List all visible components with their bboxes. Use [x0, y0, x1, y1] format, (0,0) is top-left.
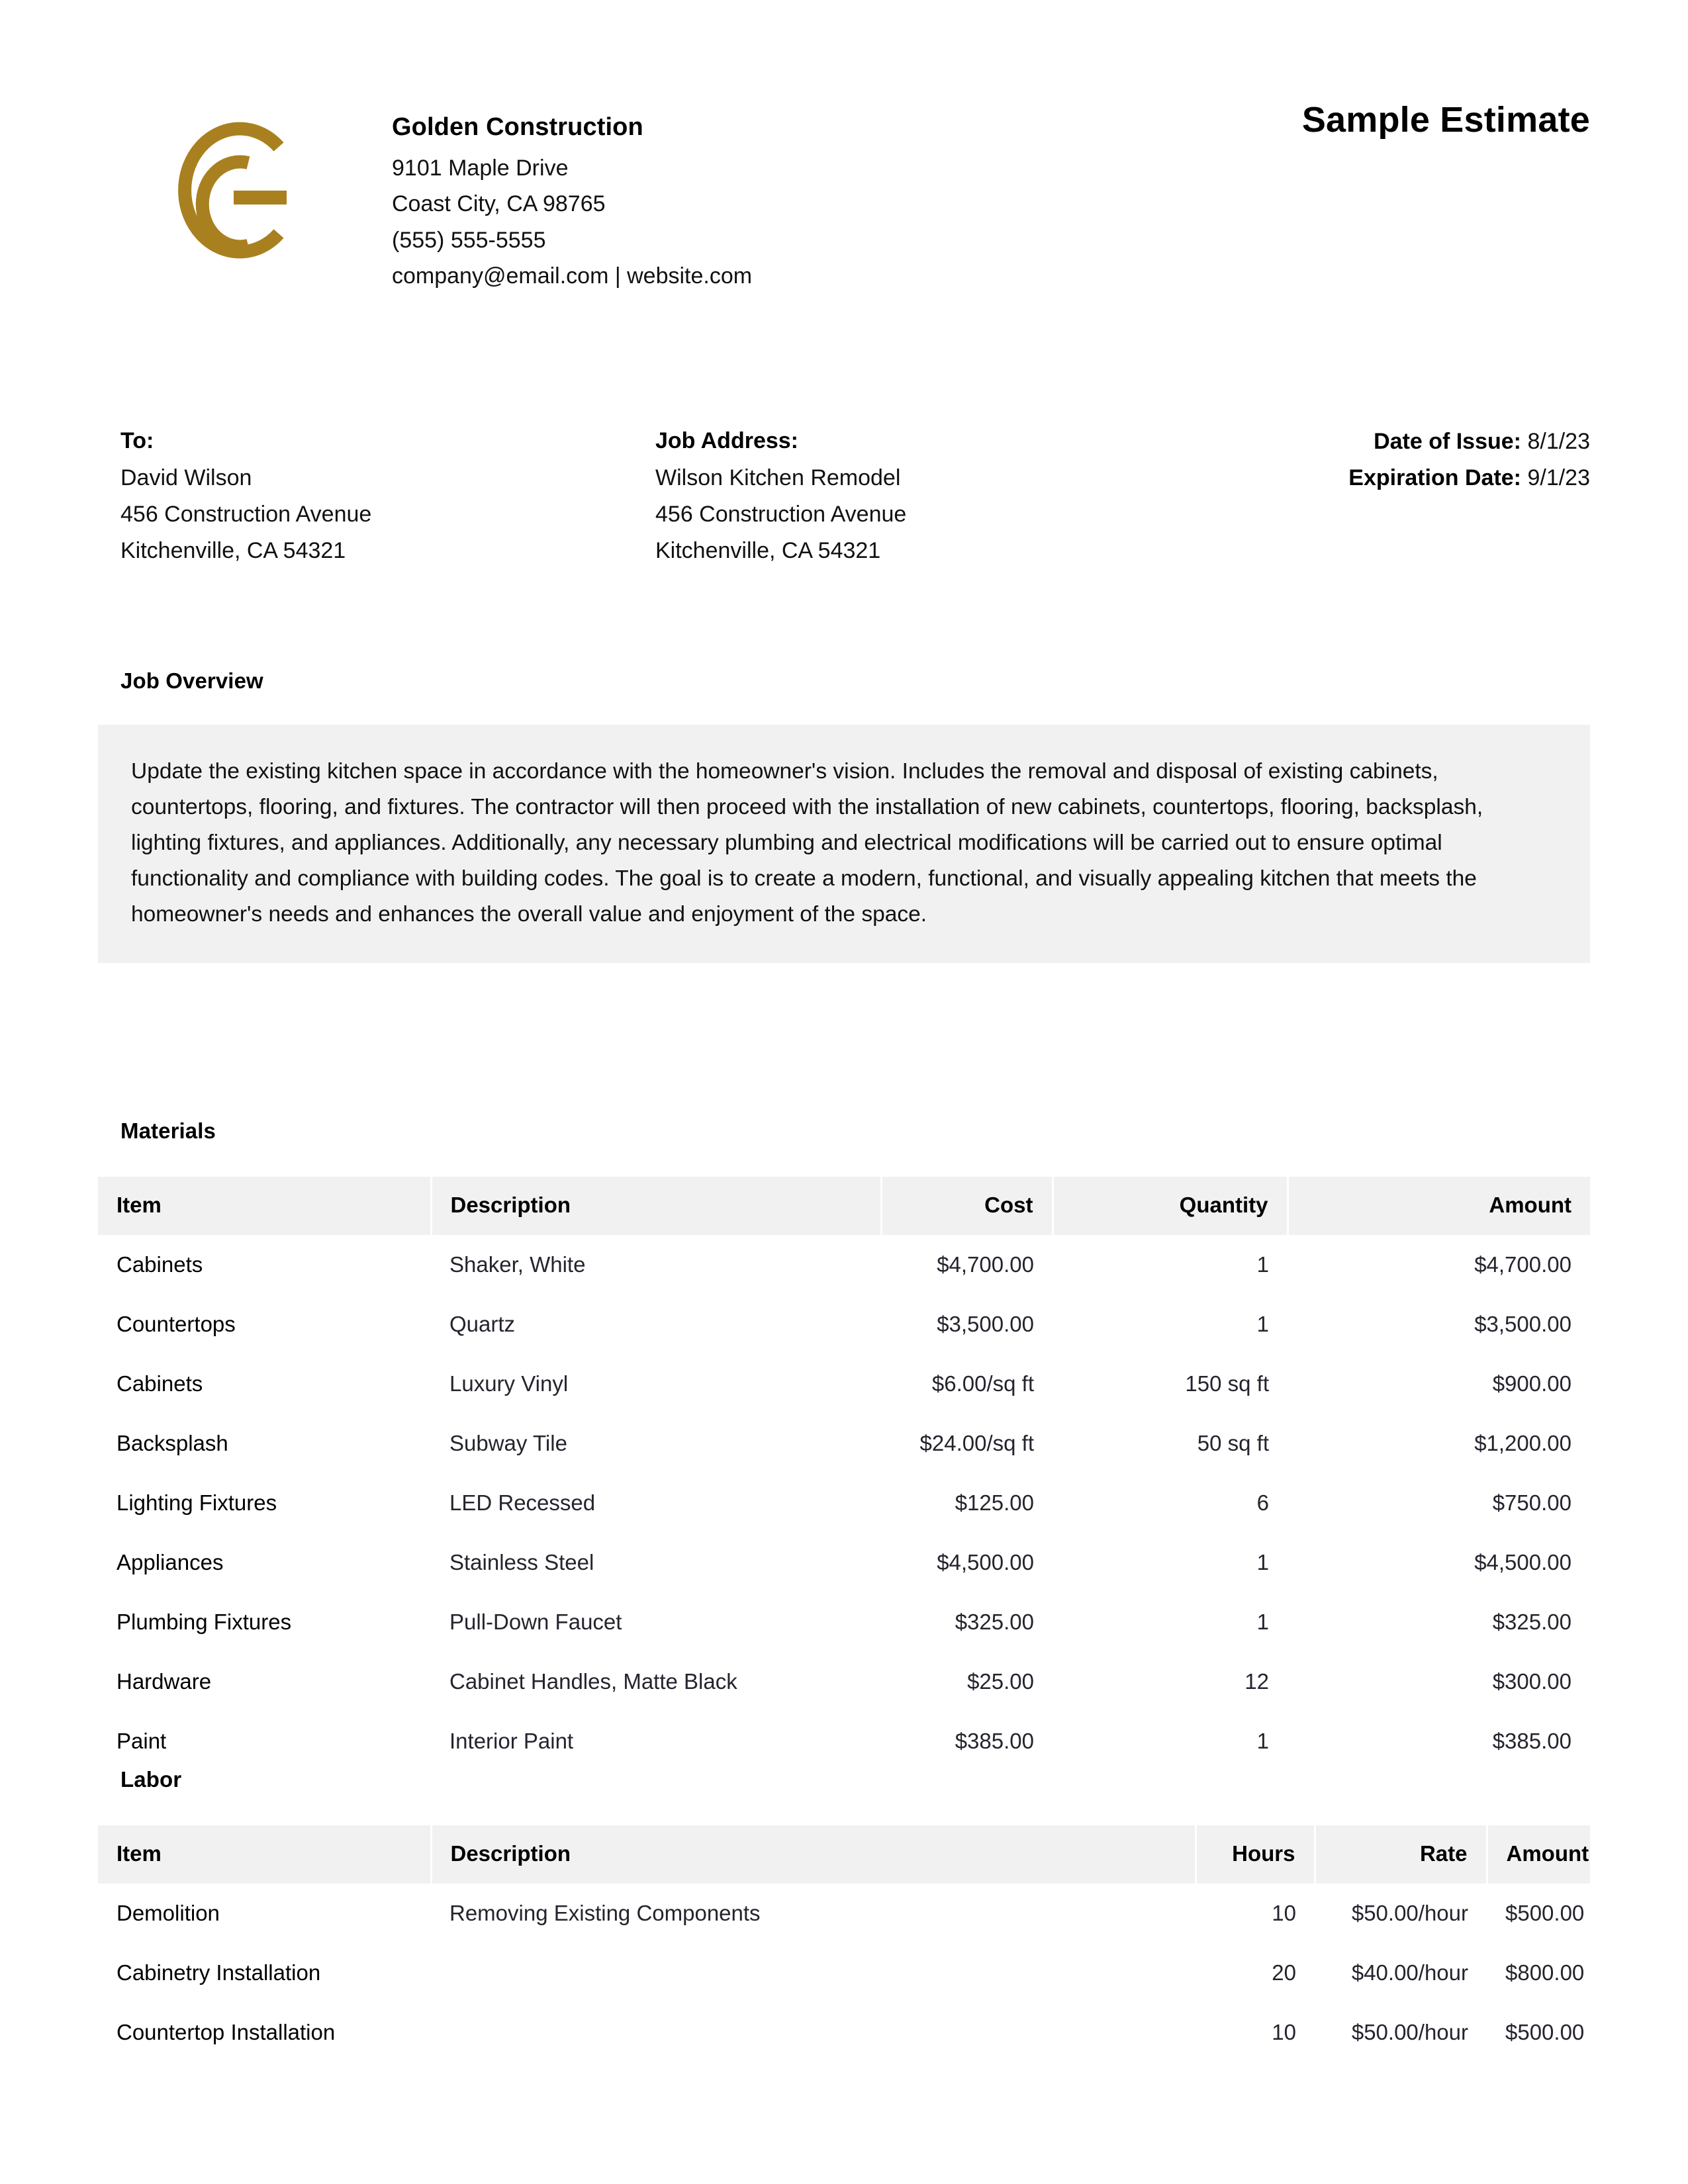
company-address-line2: Coast City, CA 98765 — [392, 191, 606, 217]
job-overview-box — [98, 725, 1590, 963]
labor-col-description: Description — [431, 1825, 1196, 1884]
page-title: Sample Estimate — [1301, 100, 1590, 140]
expiration-date — [994, 460, 1590, 496]
table-row — [98, 1652, 1590, 1711]
materials-cell-amount: $300.00 — [1288, 1652, 1590, 1711]
materials-cell-description: Stainless Steel — [431, 1533, 881, 1592]
materials-cell-cost: $125.00 — [881, 1473, 1053, 1533]
table-row — [98, 1592, 1590, 1652]
company-phone: (555) 555-5555 — [392, 227, 546, 253]
materials-cell-item: Hardware — [98, 1652, 431, 1711]
job-overview-heading: Job Overview — [120, 668, 263, 693]
labor-cell-rate: $50.00/hour — [1315, 2003, 1487, 2062]
materials-cell-amount: $385.00 — [1288, 1711, 1590, 1771]
materials-cell-amount: $900.00 — [1288, 1354, 1590, 1414]
bill-to-block — [120, 424, 624, 569]
labor-cell-amount: $500.00 — [1487, 2003, 1590, 2062]
materials-cell-quantity: 1 — [1053, 1533, 1288, 1592]
labor-cell-hours: 10 — [1196, 2003, 1315, 2062]
expiration-date-value: 9/1/23 — [1527, 465, 1590, 491]
materials-cell-quantity: 1 — [1053, 1295, 1288, 1354]
labor-cell-item: Demolition — [98, 1884, 431, 1943]
labor-cell-rate: $50.00/hour — [1315, 1884, 1487, 1943]
materials-cell-item: Plumbing Fixtures — [98, 1592, 431, 1652]
company-contact: company@email.com | website.com — [392, 263, 753, 289]
bill-to-name: David Wilson — [120, 465, 252, 490]
table-row — [98, 1884, 1590, 1943]
materials-cell-quantity: 150 sq ft — [1053, 1354, 1288, 1414]
materials-heading: Materials — [120, 1118, 216, 1143]
materials-col-item: Item — [98, 1177, 431, 1235]
materials-col-description: Description — [431, 1177, 881, 1235]
materials-cell-amount: $4,700.00 — [1288, 1235, 1590, 1295]
labor-cell-amount: $500.00 — [1487, 1884, 1590, 1943]
materials-cell-quantity: 12 — [1053, 1652, 1288, 1711]
table-row — [98, 1533, 1590, 1592]
expiration-date-label: Expiration Date: — [1348, 465, 1522, 491]
labor-col-rate: Rate — [1315, 1825, 1487, 1884]
materials-cell-description: Shaker, White — [431, 1235, 881, 1295]
materials-table-body — [98, 1235, 1590, 1771]
materials-cell-amount: $1,200.00 — [1288, 1414, 1590, 1473]
company-info — [392, 113, 988, 294]
materials-col-amount: Amount — [1288, 1177, 1590, 1235]
table-row — [98, 1943, 1590, 2003]
materials-cell-cost: $325.00 — [881, 1592, 1053, 1652]
materials-cell-cost: $4,700.00 — [881, 1235, 1053, 1295]
materials-cell-amount: $750.00 — [1288, 1473, 1590, 1533]
materials-cell-item: Cabinets — [98, 1235, 431, 1295]
materials-cell-cost: $24.00/sq ft — [881, 1414, 1053, 1473]
job-address-street: 456 Construction Avenue — [655, 501, 907, 527]
company-name: Golden Construction — [392, 113, 643, 141]
materials-cell-item: Countertops — [98, 1295, 431, 1354]
date-of-issue-label: Date of Issue: — [1374, 429, 1522, 454]
document-header — [0, 86, 1688, 304]
labor-table — [98, 1825, 1590, 2062]
labor-header-row — [98, 1825, 1590, 1884]
materials-cell-description: Interior Paint — [431, 1711, 881, 1771]
labor-col-item: Item — [98, 1825, 431, 1884]
materials-cell-amount: $4,500.00 — [1288, 1533, 1590, 1592]
labor-cell-hours: 20 — [1196, 1943, 1315, 2003]
labor-col-amount: Amount — [1487, 1825, 1590, 1884]
materials-cell-description: Cabinet Handles, Matte Black — [431, 1652, 881, 1711]
bill-to-street: 456 Construction Avenue — [120, 501, 372, 527]
materials-cell-item: Paint — [98, 1711, 431, 1771]
materials-cell-cost: $385.00 — [881, 1711, 1053, 1771]
labor-cell-description: Removing Existing Components — [431, 1884, 1196, 1943]
materials-cell-quantity: 1 — [1053, 1711, 1288, 1771]
table-row — [98, 1473, 1590, 1533]
materials-cell-description: Luxury Vinyl — [431, 1354, 881, 1414]
materials-cell-item: Backsplash — [98, 1414, 431, 1473]
materials-cell-quantity: 1 — [1053, 1592, 1288, 1652]
materials-col-quantity: Quantity — [1053, 1177, 1288, 1235]
labor-cell-item: Countertop Installation — [98, 2003, 431, 2062]
materials-cell-description: Pull-Down Faucet — [431, 1592, 881, 1652]
job-address-heading: Job Address: — [655, 428, 799, 453]
labor-table-body — [98, 1884, 1590, 2062]
company-address-line1: 9101 Maple Drive — [392, 155, 569, 181]
golden-g-logo-icon — [156, 113, 298, 268]
materials-cell-item: Appliances — [98, 1533, 431, 1592]
labor-cell-item: Cabinetry Installation — [98, 1943, 431, 2003]
labor-heading: Labor — [120, 1767, 182, 1792]
dates-block — [994, 424, 1590, 496]
materials-cell-amount: $325.00 — [1288, 1592, 1590, 1652]
job-overview-text: Update the existing kitchen space in accordance with the homeowner's vision. Includes the removal and disposal of existing cabinets, countertops, flooring, and fixtures. The contractor will then proceed with the installation of new cabinets, countertops, flooring, backsplash, lighting fixtures, and appliances. Additionally, any necessary plumbing and electrical modifications will be carried out to ensure optimal functionality and compliance with building codes. The goal is to create a modern, functional, and visually appealing kitchen that meets the homeowner's needs and enhances the overall value and enjoyment of the space. — [131, 759, 1483, 927]
materials-cell-cost: $25.00 — [881, 1652, 1053, 1711]
bill-to-heading: To: — [120, 428, 154, 453]
job-address-city: Kitchenville, CA 54321 — [655, 537, 881, 563]
materials-cell-cost: $4,500.00 — [881, 1533, 1053, 1592]
table-row — [98, 1414, 1590, 1473]
labor-cell-description — [431, 2003, 1196, 2062]
materials-cell-item: Cabinets — [98, 1354, 431, 1414]
table-row — [98, 1711, 1590, 1771]
table-row — [98, 1354, 1590, 1414]
labor-cell-rate: $40.00/hour — [1315, 1943, 1487, 2003]
table-row — [98, 1295, 1590, 1354]
materials-cell-quantity: 50 sq ft — [1053, 1414, 1288, 1473]
materials-table — [98, 1177, 1590, 1771]
labor-cell-description — [431, 1943, 1196, 2003]
table-row — [98, 2003, 1590, 2062]
materials-cell-cost: $3,500.00 — [881, 1295, 1053, 1354]
labor-cell-hours: 10 — [1196, 1884, 1315, 1943]
materials-cell-description: Quartz — [431, 1295, 881, 1354]
materials-col-cost: Cost — [881, 1177, 1053, 1235]
date-of-issue — [994, 424, 1590, 460]
job-address-name: Wilson Kitchen Remodel — [655, 465, 901, 490]
materials-cell-description: Subway Tile — [431, 1414, 881, 1473]
bill-to-city: Kitchenville, CA 54321 — [120, 537, 346, 563]
labor-col-hours: Hours — [1196, 1825, 1315, 1884]
materials-cell-cost: $6.00/sq ft — [881, 1354, 1053, 1414]
date-of-issue-value: 8/1/23 — [1527, 429, 1590, 454]
table-row — [98, 1235, 1590, 1295]
materials-cell-quantity: 1 — [1053, 1235, 1288, 1295]
materials-header-row — [98, 1177, 1590, 1235]
materials-cell-item: Lighting Fixtures — [98, 1473, 431, 1533]
materials-cell-quantity: 6 — [1053, 1473, 1288, 1533]
materials-cell-amount: $3,500.00 — [1288, 1295, 1590, 1354]
materials-cell-description: LED Recessed — [431, 1473, 881, 1533]
labor-cell-amount: $800.00 — [1487, 1943, 1590, 2003]
